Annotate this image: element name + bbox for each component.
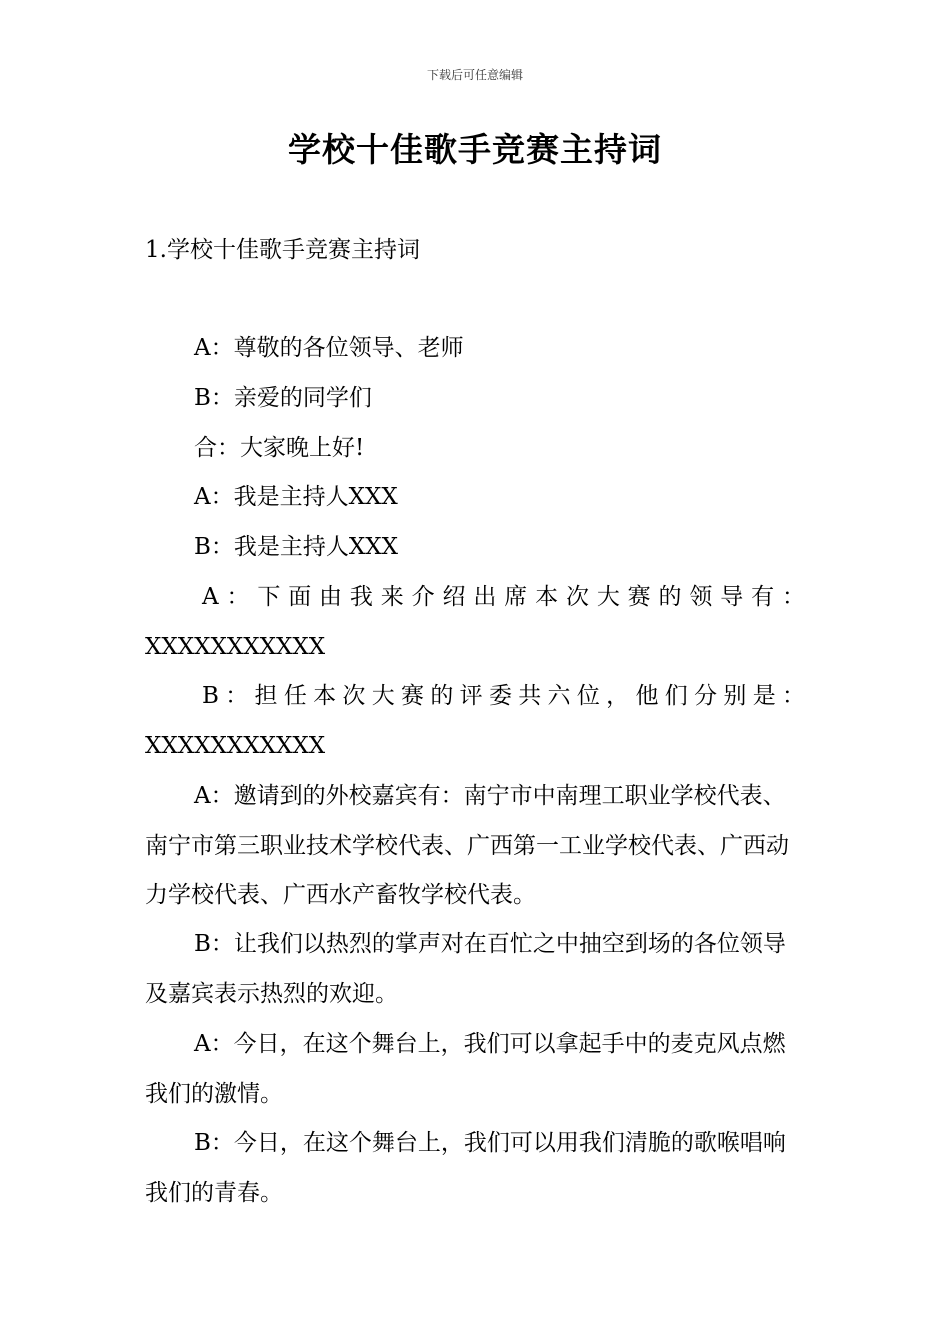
paragraph-a-leaders xyxy=(145,573,805,672)
paragraph-a-leaders-line1: A：下面由我来介绍出席本次大赛的领导有： xyxy=(202,584,805,610)
line-b-host: B：我是主持人XXX xyxy=(194,534,399,560)
paragraph-a-microphone: A：今日，在这个舞台上，我们可以拿起手中的麦克风点燃我们的激情。 xyxy=(145,1031,786,1107)
document-title: 学校十佳歌手竞赛主持词 xyxy=(288,130,662,169)
paragraph-b-judges-line1: B：担任本次大赛的评委共六位，他们分别是： xyxy=(202,683,805,709)
line-a-host: A：我是主持人XXX xyxy=(194,484,398,510)
line-b-greeting: B：亲爱的同学们 xyxy=(194,385,372,411)
paragraph-a-leaders-line2: XXXXXXXXXXX xyxy=(145,633,326,660)
paragraph-b-welcome: B：让我们以热烈的掌声对在百忙之中抽空到场的各位领导及嘉宾表示热烈的欢迎。 xyxy=(145,931,786,1007)
paragraph-b-judges xyxy=(145,672,805,771)
paragraph-b-judges-line2: XXXXXXXXXXX xyxy=(145,732,326,759)
line-a-greeting: A：尊敬的各位领导、老师 xyxy=(194,335,464,361)
line-together-greeting: 合：大家晚上好! xyxy=(194,435,365,461)
paragraph-b-youth: B：今日，在这个舞台上，我们可以用我们清脆的歌喉唱响我们的青春。 xyxy=(145,1130,786,1206)
section-heading: 1.学校十佳歌手竞赛主持词 xyxy=(145,237,420,263)
paragraph-a-guests: A：邀请到的外校嘉宾有：南宁市中南理工职业学校代表、南宁市第三职业技术学校代表、广西第一工业学校代表、广西动力学校代表、广西水产畜牧学校代表。 xyxy=(145,783,789,908)
page-header: 下载后可任意编辑 xyxy=(426,68,523,82)
